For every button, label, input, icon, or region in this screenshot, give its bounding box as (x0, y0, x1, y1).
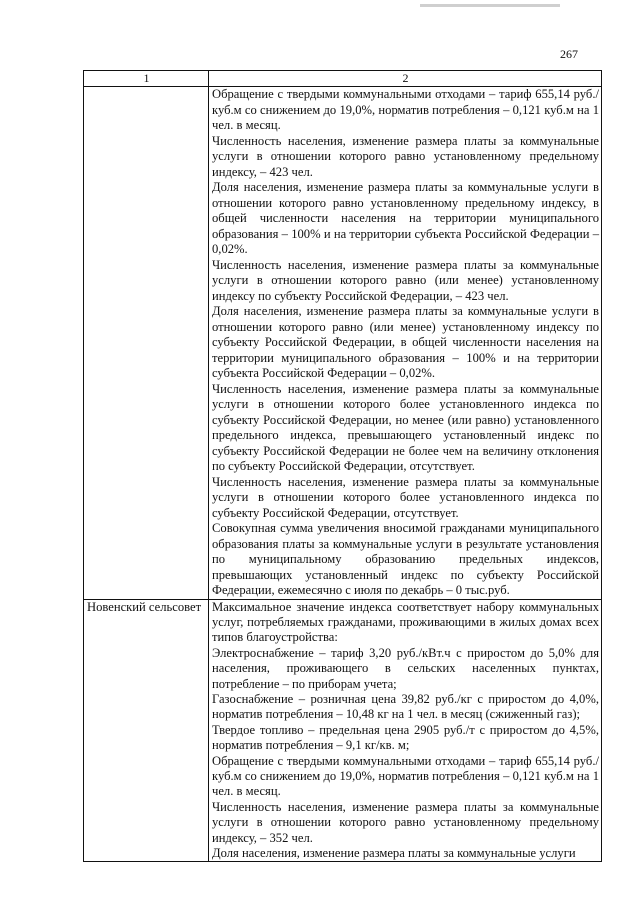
paragraph: Численность населения, изменение размера платы за коммунальные услуги в отношении которого более установленного индекса по субъекту Российской Федерации, но менее (или равно) установленного предельного индекса, превышающего установленный индекс по субъекту Российской Федерации не более чем на величину отклонения по субъекту Российской Федерации, отсутствует. (212, 381, 599, 473)
district-cell (84, 87, 209, 600)
paragraph: Обращение с твердыми коммунальными отходами – тариф 655,14 руб./куб.м со снижением до 19,0%, норматив потребления – 0,121 куб.м на 1 чел. в месяц. (212, 753, 599, 799)
paragraph: Численность населения, изменение размера платы за коммунальные услуги в отношении которого равно установленному предельному индексу, – 423 чел. (212, 133, 599, 179)
table-header-row (84, 71, 602, 87)
description-cell (209, 87, 602, 600)
paragraph: Доля населения, изменение размера платы за коммунальные услуги в отношении которого равно установленному предельному индексу, в общей численности населения на территории муниципального образования – 100% и на территории субъекта Российской Федерации – 0,02%. (212, 180, 599, 256)
description-cell (209, 599, 602, 862)
paragraph: Доля населения, изменение размера платы за коммунальные услуги (212, 846, 576, 860)
page-number: 267 (560, 47, 578, 61)
paragraph: Максимальное значение индекса соответствует набору коммунальных услуг, потребляемых гражданами, проживающими в жилых домах всех типов благоустройства: (212, 599, 599, 645)
paragraph: Электроснабжение – тариф 3,20 руб./кВт.ч с приростом до 5,0% для населения, проживающего в сельских населенных пунктах, потребление – по приборам учета; (212, 645, 599, 691)
paragraph: Газоснабжение – розничная цена 39,82 руб./кг с приростом до 4,0%, норматив потребления – 10,48 кг на 1 чел. в месяц (сжиженный газ); (212, 691, 599, 722)
paragraph: Совокупная сумма увеличения вносимой гражданами муниципального образования платы за коммунальные услуги в результате установления по муниципальному образованию предельных индексов, превышающих установленный индекс по субъекту Российской Федерации, ежемесячно с июля по декабрь – 0 тыс.руб. (212, 521, 599, 597)
district-name: Новенский сельсовет (87, 599, 202, 614)
data-table (83, 70, 602, 862)
district-cell (84, 599, 209, 862)
table-row (84, 599, 602, 862)
scan-artifact (420, 4, 560, 7)
paragraph: Численность населения, изменение размера платы за коммунальные услуги в отношении которого равно (или менее) установленному индексу по субъекту Российской Федерации, – 423 чел. (212, 257, 599, 303)
paragraph: Доля населения, изменение размера платы за коммунальные услуги в отношении которого равно (или менее) установленному индексу по субъекту Российской Федерации, в общей численности населения на территории муниципального образования – 100% и на территории субъекта Российской Федерации – 0,02%. (212, 304, 599, 380)
table-row (84, 87, 602, 600)
paragraph: Численность населения, изменение размера платы за коммунальные услуги в отношении которого равно установленному предельному индексу, – 352 чел. (212, 799, 599, 845)
paragraph: Обращение с твердыми коммунальными отходами – тариф 655,14 руб./куб.м со снижением до 19,0%, норматив потребления – 0,121 куб.м на 1 чел. в месяц. (212, 87, 599, 132)
column-header-1: 1 (84, 71, 209, 87)
paragraph: Твердое топливо – предельная цена 2905 руб./т с приростом до 4,5%, норматив потребления – 9,1 кг/кв. м; (212, 722, 599, 753)
paragraph: Численность населения, изменение размера платы за коммунальные услуги в отношении которого более установленного индекса по субъекту Российской Федерации, отсутствует. (212, 474, 599, 520)
column-header-2: 2 (209, 71, 602, 87)
